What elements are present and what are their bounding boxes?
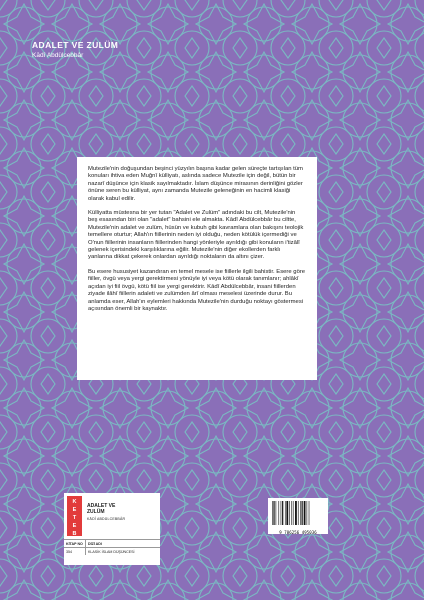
publisher-imprint-box — [64, 493, 160, 565]
barcode-bar — [272, 501, 273, 525]
barcode-bars — [272, 501, 324, 525]
imprint-header-row — [64, 539, 160, 547]
series-name-value: KLASİK İSLAM DÜŞÜNCESİ — [88, 549, 135, 554]
book-title: ADALET VE ZULÜM — [32, 40, 119, 50]
imprint-title — [87, 503, 115, 515]
barcode-bar — [298, 501, 299, 525]
back-cover-text-box — [77, 157, 317, 380]
imprint-title-line: ZULÜM — [87, 509, 105, 515]
text-paragraph: Külliyatta müstesna bir yer tutan "Adalet ve Zulüm" adındaki bu cilt, Mutezile'nin beş esasından biri olan "adalet" bahsini ele almakta. Kādî Abdülcebbâr bu ciltte, Mutezile'nin adalet ve zulüm, hüsün ve kubuh gibi kavramlara olan bakışını teolojik temellere oturtur; Allah'ın fiillerinin neden iyi olduğu, neden kötülük içermediği ve O'nun fiillerinin insanların fiillerinden hangi yönleriyle ayrıldığı gibi konuların i'tizâlî gelenek içerisindeki karşılıklarına eğilir. Mutezile'nin diğer ekollerden farklı yanlarına dikkat çekerek onlardan ayrıldığı noktaların da altını çizer. — [88, 210, 304, 261]
logo-letter: E — [72, 523, 77, 529]
logo-letter: K — [72, 499, 77, 505]
barcode-bar — [293, 501, 294, 525]
barcode-bar — [289, 501, 290, 525]
barcode-bar — [282, 501, 283, 525]
barcode-bar — [278, 501, 279, 525]
imprint-author: KĀDÎ ABDÜLCEBBÂR — [87, 517, 126, 521]
isbn-barcode — [268, 498, 328, 534]
text-paragraph: Mutezile'nin doğuşundan beşinci yüzyılın başına kadar gelen süreçte tartışılan tüm konuları ihtiva eden Muğnî külliyatı, aslında sadece Mutezile için değil, bütün bir nazarî düşünce için klasik sayılmaktadır. İslam düşünce mirasının derinliğini gözler önüne seren bu külliyat, aynı zamanda Mutezile geleneğinin en hacimli klasiği olarak kabul edilir. — [88, 166, 303, 202]
logo-letter: E — [72, 507, 77, 513]
imprint-title-line: ADALET VE — [87, 503, 116, 509]
book-number-label: KİTAP NO — [64, 540, 86, 547]
book-author: Kādî Abdülcebbâr — [32, 52, 84, 59]
publisher-logo — [67, 496, 82, 536]
barcode-bar — [309, 501, 310, 525]
barcode-bar — [281, 501, 282, 525]
barcode-bar — [295, 501, 297, 525]
imprint-value-row — [64, 547, 160, 555]
text-paragraph: Bu esere hususiyet kazandıran en temel mesele ise fiillerle ilgili bahistir. Esere göre fiiller, övgü veya yergi gerektirmesi yönüyle iyi veya kötü olarak tanımlanır; ahlâkî açıdan iyi fiil övgü, kötü fiil ise yergi gerektirir. Kādî Abdülcebbâr, insani fiillerden ziyade ilâhî fiillerin adaleti ve zulümden ârî olması meselesi üzerinde durur. Bu anlamda eser, Allah'ın eylemleri hakkında Mutezile'nin durduğu noktayı göstermesi açısından önemli bir kaynaktır. — [88, 268, 306, 312]
barcode-bar — [300, 501, 301, 525]
series-name-label: DİZİ ADI — [88, 541, 102, 546]
barcode-bar — [276, 501, 277, 525]
barcode-bar — [307, 501, 308, 525]
cover-title-block — [32, 40, 118, 59]
barcode-bar — [285, 501, 286, 525]
barcode-digits: 9 786256 495036 — [279, 530, 317, 535]
book-number-value: 354 — [64, 548, 86, 555]
barcode-bar — [304, 501, 306, 525]
logo-letter: T — [72, 515, 77, 521]
barcode-bar — [273, 501, 274, 525]
logo-letter: B — [72, 531, 77, 537]
barcode-bar — [286, 501, 288, 525]
barcode-bar — [302, 501, 303, 525]
barcode-bar — [291, 501, 292, 525]
